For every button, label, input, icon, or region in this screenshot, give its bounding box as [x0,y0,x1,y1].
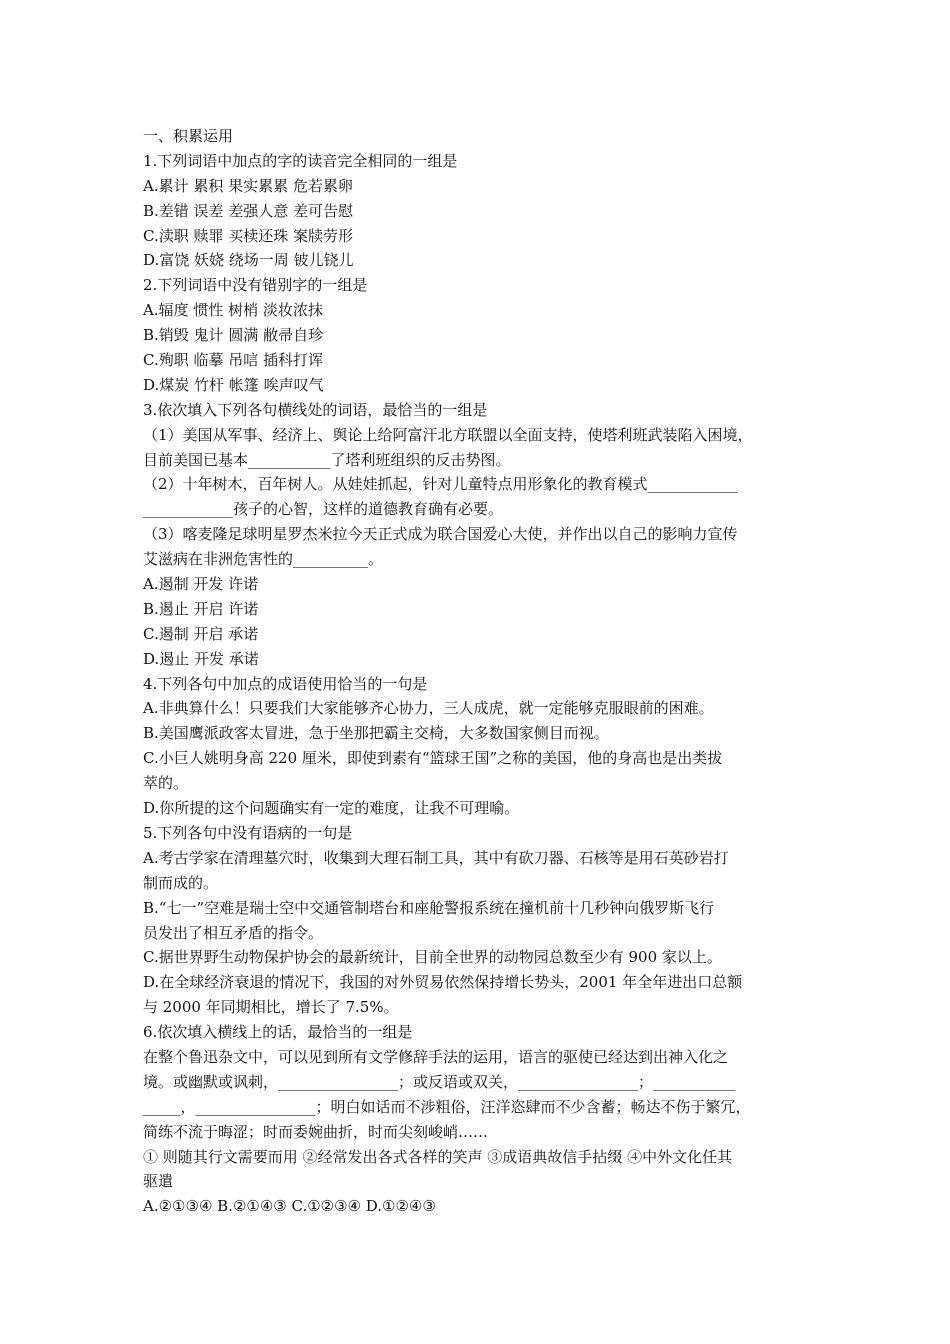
text-line: 1.下列词语中加点的字的读音完全相同的一组是 [143,151,458,170]
text-line: 境。或幽默或讽刺，________________；或反语或双关，________________；___________ [143,1072,736,1091]
text-line: D.富饶 妖娆 绕场一周 铍儿铙儿 [143,251,354,270]
text-line: B.美国鹰派政客太冒进，急于坐那把霸主交椅，大多数国家侧目而视。 [143,724,609,743]
text-line: B.“七一”空难是瑞士空中交通管制塔台和座舱警报系统在撞机前十几秒钟向俄罗斯飞行 [143,898,715,917]
text-line: A.辐度 惯性 树梢 淡妆浓抹 [143,301,323,320]
text-line: C.遏制 开启 承诺 [143,624,259,643]
text-line: （2）十年树木，百年树人。从娃娃抓起，针对儿童特点用形象化的教育模式____________ [143,475,738,494]
text-line: 员发出了相互矛盾的指令。 [143,923,324,942]
text-line: _____，________________；明白如话而不涉粗俗，汪洋恣肆而不少含蓄；畅达不伤于繁冗， [143,1097,751,1116]
text-line: 5.下列各句中没有语病的一句是 [143,823,353,842]
text-line: 4.下列各句中加点的成语使用恰当的一句是 [143,674,428,693]
text-line: 2.下列词语中没有错别字的一组是 [143,276,368,295]
text-line: D.遏止 开发 承诺 [143,649,259,668]
text-line: 一、积累运用 [143,127,234,145]
text-line: C.小巨人姚明身高 220 厘米，即使到素有“篮球王国”之称的美国，他的身高也是出类拔 [143,749,723,768]
text-line: 简练不流于晦涩；时而委婉曲折，时而尖刻峻峭…… [143,1122,489,1141]
text-line: C.渎职 赎罪 买椟还珠 案牍劳形 [143,226,354,245]
text-line: （1）美国从军事、经济上、舆论上给阿富汗北方联盟以全面支持，使塔利班武装陷入困境， [143,425,753,444]
text-line: B.遏止 开启 许诺 [143,599,259,618]
text-line: D.在全球经济衰退的情况下，我国的对外贸易依然保持增长势头，2001 年全年进出口总额 [143,973,743,992]
text-line: A.累计 累积 果实累累 危若累卵 [143,176,353,195]
text-line: C.殉职 临摹 吊唁 插科打诨 [143,351,324,370]
document-body [143,124,815,1219]
text-line: 艾滋病在非洲危害性的__________。 [143,550,384,569]
text-line: 驱遣 [143,1172,174,1191]
text-line: 6.依次填入横线上的话，最恰当的一组是 [143,1023,413,1042]
text-line: D.你所提的这个问题确实有一定的难度，让我不可理喻。 [143,799,520,818]
text-line: D.煤炭 竹杆 帐篷 唉声叹气 [143,375,324,394]
text-line: A.遏制 开发 许诺 [143,575,259,594]
text-line: B.差错 误差 差强人意 差可告慰 [143,201,354,220]
text-line: 目前美国已基本___________了塔利班组织的反击势图。 [143,450,511,469]
text-line: C.据世界野生动物保护协会的最新统计，目前全世界的动物园总数至少有 900 家以上。 [143,948,722,967]
text-line: 3.依次填入下列各句横线处的词语，最恰当的一组是 [143,400,488,419]
text-line: 制而成的。 [143,873,219,892]
text-line: 在整个鲁迅杂文中，可以见到所有文学修辞手法的运用，语言的驱使已经达到出神入化之 [143,1047,729,1066]
text-line: A.考古学家在清理墓穴时，收集到大理石制工具，其中有砍刀器、石核等是用石英砂岩打 [143,848,729,867]
text-line: ____________孩子的心智，这样的道德教育确有必要。 [143,500,504,519]
text-line: （3）喀麦隆足球明星罗杰米拉今天正式成为联合国爱心大使，并作出以自己的影响力宣传 [143,525,738,544]
text-line: 萃的。 [143,774,189,793]
text-line: A.非典算什么！只要我们大家能够齐心协力，三人成虎，就一定能够克服眼前的困难。 [143,699,714,718]
text-line: A.②①③④ B.②①④③ C.①②③④ D.①②④③ [143,1197,436,1216]
text-line: ① 则随其行文需要而用 ②经常发出各式各样的笑声 ③成语典故信手拈缀 ④中外文化任其 [143,1147,733,1166]
text-line: B.销毁 鬼计 圆满 敝帚自珍 [143,326,324,345]
text-line: 与 2000 年同期相比，增长了 7.5%。 [143,998,399,1017]
